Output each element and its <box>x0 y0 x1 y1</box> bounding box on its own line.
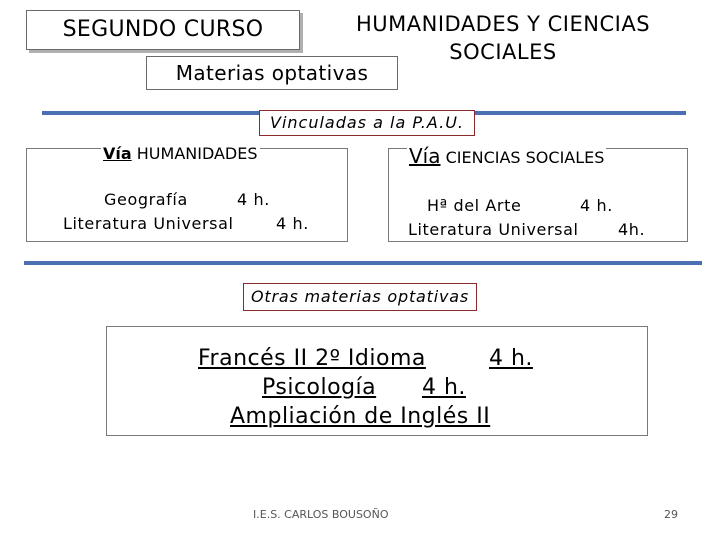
subject-hours: 4h. <box>618 220 646 239</box>
footer-school-name: I.E.S. CARLOS BOUSOÑO <box>253 508 389 521</box>
other-subjects-badge <box>243 283 477 311</box>
page-title-line2: SOCIALES <box>449 40 557 64</box>
subject-name: Psicología <box>262 375 377 400</box>
subject-name: Ampliación de Inglés II <box>230 404 491 429</box>
page-title-line1: HUMANIDADES Y CIENCIAS <box>355 12 651 36</box>
subject-hours: 4 h. <box>276 214 309 233</box>
other-subjects-label: Otras materias optativas <box>251 287 469 306</box>
humanidades-heading <box>101 144 260 163</box>
course-label: SEGUNDO CURSO <box>62 17 264 42</box>
via-name: CIENCIAS SOCIALES <box>445 148 605 167</box>
subject-name: Geografía <box>104 190 188 209</box>
subject-hours: 4 h. <box>489 346 533 371</box>
linked-pau-badge <box>259 110 475 136</box>
subject-name: Literatura Universal <box>63 214 234 233</box>
course-badge <box>26 10 300 50</box>
subject-name: Francés II 2º Idioma <box>198 346 426 371</box>
via-prefix: Vía <box>103 144 132 163</box>
subject-hours: 4 h. <box>237 190 270 209</box>
page-number: 29 <box>664 508 678 521</box>
linked-pau-label: Vinculadas a la P.A.U. <box>270 113 464 132</box>
divider-middle <box>24 261 702 265</box>
subtitle-label: Materias optativas <box>175 61 369 85</box>
via-name: HUMANIDADES <box>136 144 258 163</box>
subtitle-box <box>146 56 398 90</box>
subject-name: Hª del Arte <box>427 196 522 215</box>
subject-hours: 4 h. <box>422 375 466 400</box>
ciencias-sociales-heading <box>407 144 606 168</box>
via-prefix: Vía <box>409 144 441 168</box>
subject-hours: 4 h. <box>580 196 613 215</box>
subject-name: Literatura Universal <box>408 220 579 239</box>
